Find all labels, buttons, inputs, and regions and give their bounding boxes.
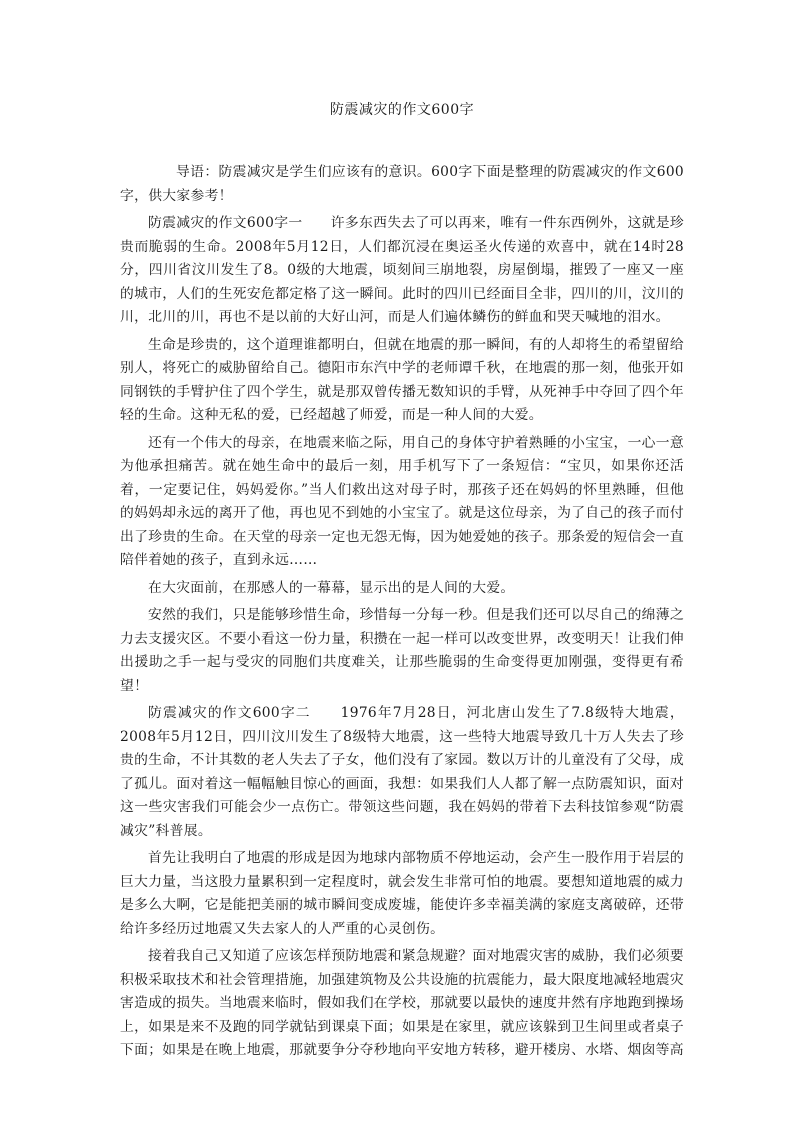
body-paragraph: 防震减灾的作文600字一 许多东西失去了可以再来，唯有一件东西例外，这就是珍贵而脆弱的生命。2008年5月12日，人们都沉浸在奥运圣火传递的欢喜中，就在14时28分，四川省汶川发生了8。0级的大地震，顷刻间三崩地裂，房屋倒塌，摧毁了一座又一座的城市，人们的生死安危都定格了这一瞬间。此时的四川已经面目全非，四川的川，汶川的川，北川的川，再也不是以前的大好山河，而是人们遍体鳞伤的鲜血和哭天喊地的泪水。 bbox=[120, 215, 684, 325]
document-body bbox=[120, 161, 684, 1063]
body-paragraph: 安然的我们，只是能够珍惜生命，珍惜每一分每一秒。但是我们还可以尽自己的绵薄之力去支援灾区。不要小看这一份力量，积攒在一起一样可以改变世界，改变明天！让我们伸出援助之手一起与受灾的同胞们共度难关，让那些脆弱的生命变得更加刚强，变得更有希望！ bbox=[120, 607, 684, 694]
body-paragraph: 接着我自己又知道了应该怎样预防地震和紧急规避？面对地震灾害的威胁，我们必须要积极采取技术和社会管理措施，加强建筑物及公共设施的抗震能力，最大限度地减轻地震灾害造成的损失。当地震来临时，假如我们在学校，那就要以最快的速度井然有序地跑到操场上，如果是来不及跑的同学就钻到课桌下面；如果是在家里，就应该躲到卫生间里或者桌子下面；如果是在晚上地震，那就要争分夺秒地向平安地方转移，避开楼房、水塔、烟囱等高 bbox=[120, 948, 684, 1058]
intro-paragraph: 导语：防震减灾是学生们应该有的意识。600字下面是整理的防震减灾的作文600字，供大家参考！ bbox=[120, 164, 684, 204]
body-paragraph: 生命是珍贵的，这个道理谁都明白，但就在地震的那一瞬间，有的人却将生的希望留给别人，将死亡的威胁留给自己。德阳市东汽中学的老师谭千秋，在地震的那一刻，他张开如同钢铁的手臂护住了四个学生，就是那双曾传播无数知识的手臂，从死神手中夺回了四个年轻的生命。这种无私的爱，已经超越了师爱，而是一种人间的大爱。 bbox=[120, 336, 684, 423]
body-paragraph: 首先让我明白了地震的形成是因为地球内部物质不停地运动，会产生一股作用于岩层的巨大力量，当这股力量累积到一定程度时，就会发生非常可怕的地震。要想知道地震的威力是多么大啊，它是能把美丽的城市瞬间变成废墟，能使许多幸福美满的家庭支离破碎，还带给许多经历过地震又失去家人的人严重的心灵创伤。 bbox=[120, 850, 684, 937]
body-paragraph: 防震减灾的作文600字二 1976年7月28日，河北唐山发生了7.8级特大地震，2008年5月12日，四川汶川发生了8级特大地震，这一些特大地震导致几十万人失去了珍贵的生命，不计其数的老人失去了子女，他们没有了家园。数以万计的儿童没有了父母，成了孤儿。面对着这一幅幅触目惊心的画面，我想：如果我们人人都了解一点防震知识，面对这一些灾害我们可能会少一点伤亡。带领这些问题，我在妈妈的带着下去科技馆参观“防震减灾”科普展。 bbox=[120, 705, 684, 839]
body-paragraph: 还有一个伟大的母亲，在地震来临之际，用自己的身体守护着熟睡的小宝宝，一心一意为他承担痛苦。就在她生命中的最后一刻，用手机写下了一条短信：“宝贝，如果你还活着，一定要记住，妈妈爱你。”当人们救出这对母子时，那孩子还在妈妈的怀里熟睡，但他的妈妈却永远的离开了他，再也见不到她的小宝宝了。就是这位母亲，为了自己的孩子而付出了珍贵的生命。在天堂的母亲一定也无怨无悔，因为她爱她的孩子。那条爱的短信会一直陪伴着她的孩子，直到永远…… bbox=[120, 434, 684, 568]
body-paragraph: 在大灾面前，在那感人的一幕幕，显示出的是人间的大爱。 bbox=[148, 579, 515, 596]
document-title: 防震减灾的作文600字 bbox=[329, 102, 475, 118]
